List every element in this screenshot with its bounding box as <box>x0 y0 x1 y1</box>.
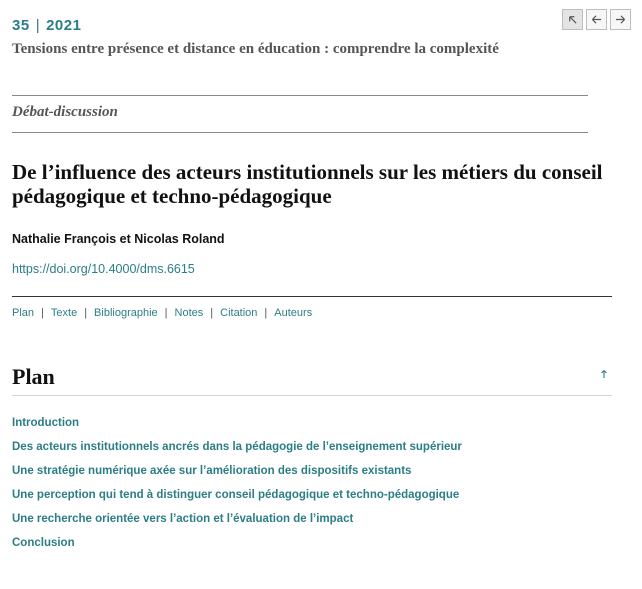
arrow-right-icon <box>615 14 626 25</box>
list-item <box>12 413 482 431</box>
tab-texte[interactable]: Texte <box>50 307 78 319</box>
tab-notes[interactable]: Notes <box>174 307 204 319</box>
divider <box>12 395 612 396</box>
tab-separator: | <box>84 307 88 319</box>
plan-heading: Plan <box>12 364 55 389</box>
plan-link-acteurs-institutionnels[interactable]: Des acteurs institutionnels ancrés dans la pédagogie de l’enseignement supérieur <box>12 441 462 453</box>
divider <box>12 296 612 297</box>
tab-separator: | <box>41 307 44 319</box>
plan-link-introduction[interactable]: Introduction <box>12 417 80 429</box>
list-item <box>12 509 482 527</box>
tab-separator: | <box>264 307 268 319</box>
doi-link[interactable]: https://doi.org/10.4000/dms.6615 <box>12 262 195 276</box>
issue-number: 35 <box>12 17 30 34</box>
divider <box>12 132 588 133</box>
tab-auteurs[interactable]: Auteurs <box>274 307 313 319</box>
divider <box>12 95 588 96</box>
previous-article-button[interactable] <box>586 9 607 30</box>
list-item <box>12 461 482 479</box>
issue-info[interactable] <box>12 17 81 34</box>
issue-year: 2021 <box>46 17 82 34</box>
journal-issue-title[interactable]: Tensions entre présence et distance en éducation : comprendre la complexité <box>12 41 499 57</box>
arrow-up-icon <box>599 369 609 379</box>
issue-separator: | <box>35 17 41 34</box>
list-item <box>12 485 482 503</box>
tab-separator: | <box>164 307 168 319</box>
article-navigation <box>562 9 631 30</box>
back-to-top-button[interactable] <box>599 366 609 376</box>
article-authors: Nathalie François et Nicolas Roland <box>12 232 225 246</box>
top-of-issue-button[interactable] <box>562 9 583 30</box>
article-title: De l’influence des acteurs institutionnels sur les métiers du conseil pédagogique et techno-pédagogique <box>12 160 603 208</box>
tab-bibliographie[interactable]: Bibliographie <box>94 307 158 319</box>
plan-link-recherche[interactable]: Une recherche orientée vers l’action et l’évaluation de l’impact <box>12 513 354 525</box>
tab-citation[interactable]: Citation <box>220 307 258 319</box>
plan-link-perception[interactable]: Une perception qui tend à distinguer conseil pédagogique et techno-pédagogique <box>12 489 460 501</box>
plan-list <box>12 413 482 557</box>
section-label: Débat-discussion <box>12 104 118 120</box>
list-item <box>12 533 482 551</box>
next-article-button[interactable] <box>610 9 631 30</box>
plan-link-conclusion[interactable]: Conclusion <box>12 537 75 549</box>
tab-plan[interactable]: Plan <box>12 307 35 319</box>
tab-separator: | <box>210 307 214 319</box>
article-tabs <box>12 307 312 319</box>
list-item <box>12 437 482 455</box>
arrow-up-left-icon <box>567 14 578 25</box>
arrow-left-icon <box>591 14 602 25</box>
plan-link-strategie-numerique[interactable]: Une stratégie numérique axée sur l’amélioration des dispositifs existants <box>12 465 412 477</box>
